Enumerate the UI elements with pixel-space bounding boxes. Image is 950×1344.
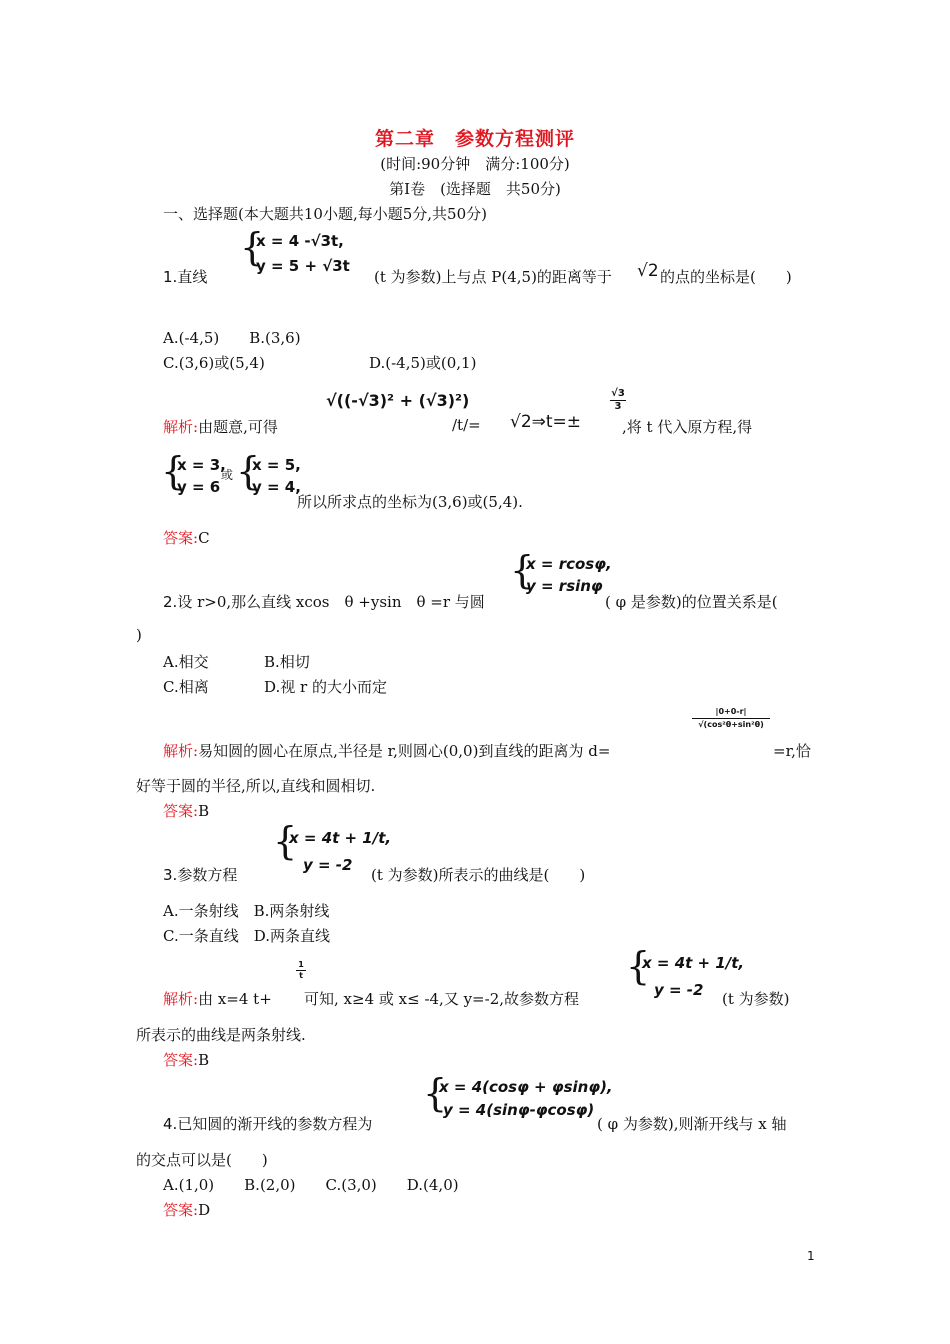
q1-analysis: 解析:由题意,可得: [163, 418, 278, 436]
q4-options: A.(1,0) B.(2,0) C.(3,0) D.(4,0): [163, 1176, 459, 1194]
q2-stem-cont: ( φ 是参数)的位置关系是(: [605, 593, 778, 611]
q1-options-row1: A.(-4,5) B.(3,6): [163, 329, 301, 347]
q1-stem-end: 的点的坐标是( ): [660, 268, 792, 286]
q3-fraction: 1 t: [296, 960, 306, 980]
q3-number: 3.: [163, 866, 178, 884]
q4-stem-cont: ( φ 为参数),则渐开线与 x 轴: [597, 1115, 787, 1133]
q1-answer: 答案:C: [163, 529, 210, 547]
q3-options-row2: C.一条直线 D.两条直线: [163, 927, 330, 945]
q1-number: 1.: [163, 268, 178, 286]
q1-analysis-d: ,将 t 代入原方程,得: [622, 418, 753, 436]
q2-option-b: B.相切: [264, 653, 310, 671]
q1-option-d: D.(-4,5)或(0,1): [369, 354, 477, 372]
q2-analysis: 解析:易知圆的圆心在原点,半径是 r,则圆心(0,0)到直线的距离为 d=: [163, 742, 611, 760]
page-title: 第二章 参数方程测评: [374, 128, 575, 150]
q3-answer: 答案:B: [163, 1051, 210, 1069]
q1-stem-cont: (t 为参数)上与点 P(4,5)的距离等于: [374, 268, 612, 286]
exam-meta: (时间:90分钟 满分:100分): [380, 155, 570, 173]
q4-number: 4.: [163, 1115, 178, 1133]
q1-system-line1: x = 4 -√3t,: [256, 232, 344, 250]
q1-stem: 1.直线: [163, 268, 208, 286]
q1-sqrt2: √2: [637, 261, 659, 281]
q3-analysis: 解析:由 x=4 t+: [163, 990, 272, 1008]
q3-analysis-d: 所表示的曲线是两条射线.: [136, 1026, 306, 1044]
q1-radical: √((-√3)² + (√3)²): [326, 391, 470, 410]
q1-analysis-e: 所以所求点的坐标为(3,6)或(5,4).: [297, 493, 523, 511]
q2-stem-end: ): [136, 626, 142, 644]
q1-analysis-c: √2⇒t=±: [510, 412, 582, 432]
q2-option-c: C.相离: [163, 678, 209, 696]
q2-analysis-c: 好等于圆的半径,所以,直线和圆相切.: [136, 777, 376, 795]
q3-stem: 3.参数方程: [163, 866, 238, 884]
q1-analysis-b: /t/=: [452, 416, 481, 434]
q2-distance-fraction: |0+0-r| √(cos²θ+sin²θ): [692, 707, 770, 729]
analysis-label: 解析:: [163, 418, 199, 436]
q1-or: 或: [221, 468, 234, 482]
volume-heading: 第Ⅰ卷 (选择题 共50分): [389, 180, 561, 198]
q2-number: 2.: [163, 593, 178, 611]
q4-stem: 4.已知圆的渐开线的参数方程为: [163, 1115, 373, 1133]
q1-fraction: √3 3: [611, 388, 625, 412]
q4-answer: 答案:D: [163, 1201, 211, 1219]
q2-stem: 2.设 r>0,那么直线 xcos θ +ysin θ =r 与圆: [163, 593, 485, 611]
q3-options-row1: A.一条射线 B.两条射线: [163, 902, 330, 920]
q3-stem-cont: (t 为参数)所表示的曲线是( ): [371, 866, 586, 884]
q2-analysis-b: =r,恰: [773, 742, 811, 760]
q1-system-line2: y = 5 + √3t: [256, 257, 350, 275]
q2-option-a: A.相交: [163, 653, 209, 671]
q1-option-c: C.(3,6)或(5,4): [163, 354, 265, 372]
q4-stem-end: 的交点可以是( ): [136, 1151, 268, 1169]
q2-option-d: D.视 r 的大小而定: [264, 678, 387, 696]
answer-label: 答案:: [163, 529, 199, 547]
q2-answer: 答案:B: [163, 802, 210, 820]
section-heading: 一、选择题(本大题共10小题,每小题5分,共50分): [163, 205, 487, 223]
page-number: 1: [807, 1249, 815, 1263]
q3-analysis-c: (t 为参数): [722, 990, 790, 1008]
q3-analysis-b: 可知, x≥4 或 x≤ -4,又 y=-2,故参数方程: [304, 990, 580, 1008]
